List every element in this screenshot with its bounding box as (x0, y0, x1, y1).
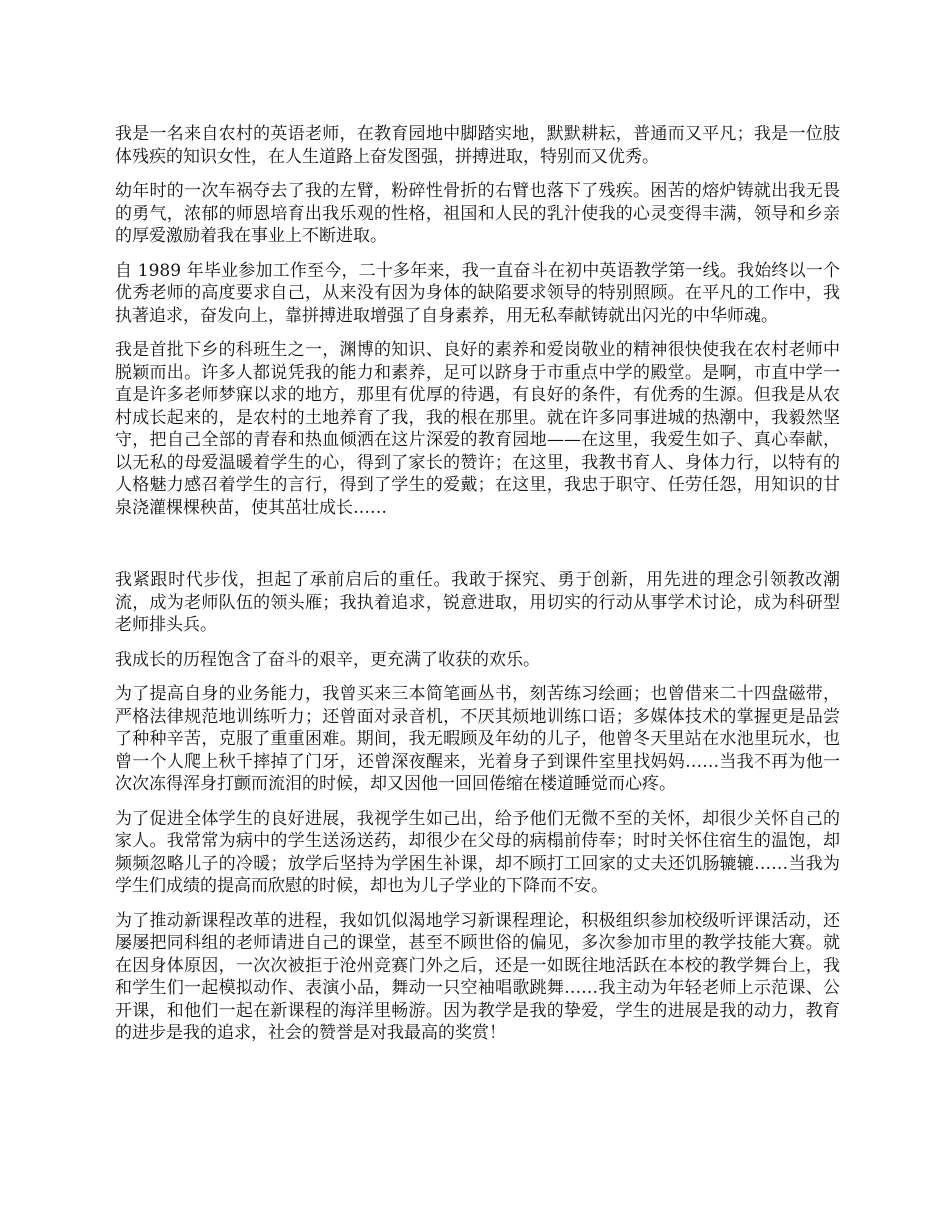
paragraph-intro: 我是一名来自农村的英语老师，在教育园地中脚踏实地，默默耕耘，普通而又平凡；我是一位肢体残疾的知识女性，在人生道路上奋发图强，拼搏进取，特别而又优秀。 (115, 124, 840, 167)
paragraph-childhood: 幼年时的一次车祸夺去了我的左臂，粉碎性骨折的右臂也落下了残疾。困苦的熔炉铸就出我无畏的勇气，浓郁的师恩培育出我乐观的性格，祖国和人民的乳汁使我的心灵变得丰满，领导和乡亲的厚爱激励着我在事业上不断进取。 (115, 181, 840, 246)
paragraph-curriculum-reform: 为了推动新课程改革的进程，我如饥似渴地学习新课程理论，积极组织参加校级听评课活动，还屡屡把同科组的老师请进自己的课堂，甚至不顾世俗的偏见，多次参加市里的教学技能大赛。就在因身体原因，一次次被拒于沧州竞赛门外之后，还是一如既往地活跃在本校的教学舞台上，我和学生们一起模拟动作、表演小品，舞动一只空袖唱歌跳舞……我主动为年轻老师上示范课、公开课，和他们一起在新课程的海洋里畅游。因为教学是我的挚爱，学生的进展是我的动力，教育的进步是我的追求，社会的赞誉是对我最高的奖赏！ (115, 910, 840, 1043)
paragraph-skills: 为了提高自身的业务能力，我曾买来三本简笔画丛书，刻苦练习绘画；也曾借来二十四盘磁带，严格法律规范地训练听力；还曾面对录音机，不厌其烦地训练口语；多媒体技术的掌握更是品尝了种种辛苦，克服了重重困难。期间，我无暇顾及年幼的儿子，他曾冬天里站在水池里玩水，也曾一个人爬上秋千摔掉了门牙，还曾深夜醒来，光着身子到课件室里找妈妈……当我不再为他一次次冻得浑身打颤而流泪的时候，却又因他一回回倦缩在楼道睡觉而心疼。 (115, 684, 840, 794)
paragraph-career: 自 1989 年毕业参加工作至今，二十多年来，我一直奋斗在初中英语教学第一线。我始终以一个优秀老师的高度要求自己，从来没有因为身体的缺陷要求领导的特别照顾。在平凡的工作中，我执著追求，奋发向上，靠拼搏进取增强了自身素养，用无私奉献铸就出闪光的中华师魂。 (115, 260, 840, 326)
paragraph-students: 为了促进全体学生的良好进展，我视学生如己出，给予他们无微不至的关怀，却很少关怀自己的家人。我常常为病中的学生送汤送药，却很少在父母的病榻前侍奉；时时关怀住宿生的温饱，却频频忽略儿子的冷暖；放学后坚持为学困生补课，却不顾打工回家的丈夫还饥肠辘辘……当我为学生们成绩的提高而欣慰的时候，却也为儿子学业的下降而不安。 (115, 808, 840, 896)
paragraph-rural-dedication: 我是首批下乡的科班生之一，渊博的知识、良好的素养和爱岗敬业的精神很快使我在农村老师中脱颖而出。许多人都说凭我的能力和素养，足可以跻身于市重点中学的殿堂。是啊，市直中学一直是许多老师梦寐以求的地方，那里有优厚的待遇，有良好的条件，有优秀的生源。但我是从农村成长起来的，是农村的土地养育了我，我的根在那里。就在许多同事进城的热潮中，我毅然坚守，把自己全部的青春和热血倾洒在这片深爱的教育园地——在这里，我爱生如子、真心奉献，以无私的母爱温暖着学生的心，得到了家长的赞许；在这里，我教书育人、身体力行，以特有的人格魅力感召着学生的言行，得到了学生的爱戴；在这里，我忠于职守、任劳任怨，用知识的甘泉浇灌棵棵秧苗，使其茁壮成长…… (115, 340, 840, 518)
paragraph-innovation: 我紧跟时代步伐，担起了承前启后的重任。我敢于探究、勇于创新，用先进的理念引领教改潮流，成为老师队伍的领头雁；我执着追求，锐意进取，用切实的行动从事学术讨论，成为科研型老师排头兵。 (115, 570, 840, 635)
paragraph-growth: 我成长的历程饱含了奋斗的艰辛，更充满了收获的欢乐。 (115, 649, 540, 670)
document-body (115, 123, 840, 1057)
section-gap (115, 531, 840, 569)
